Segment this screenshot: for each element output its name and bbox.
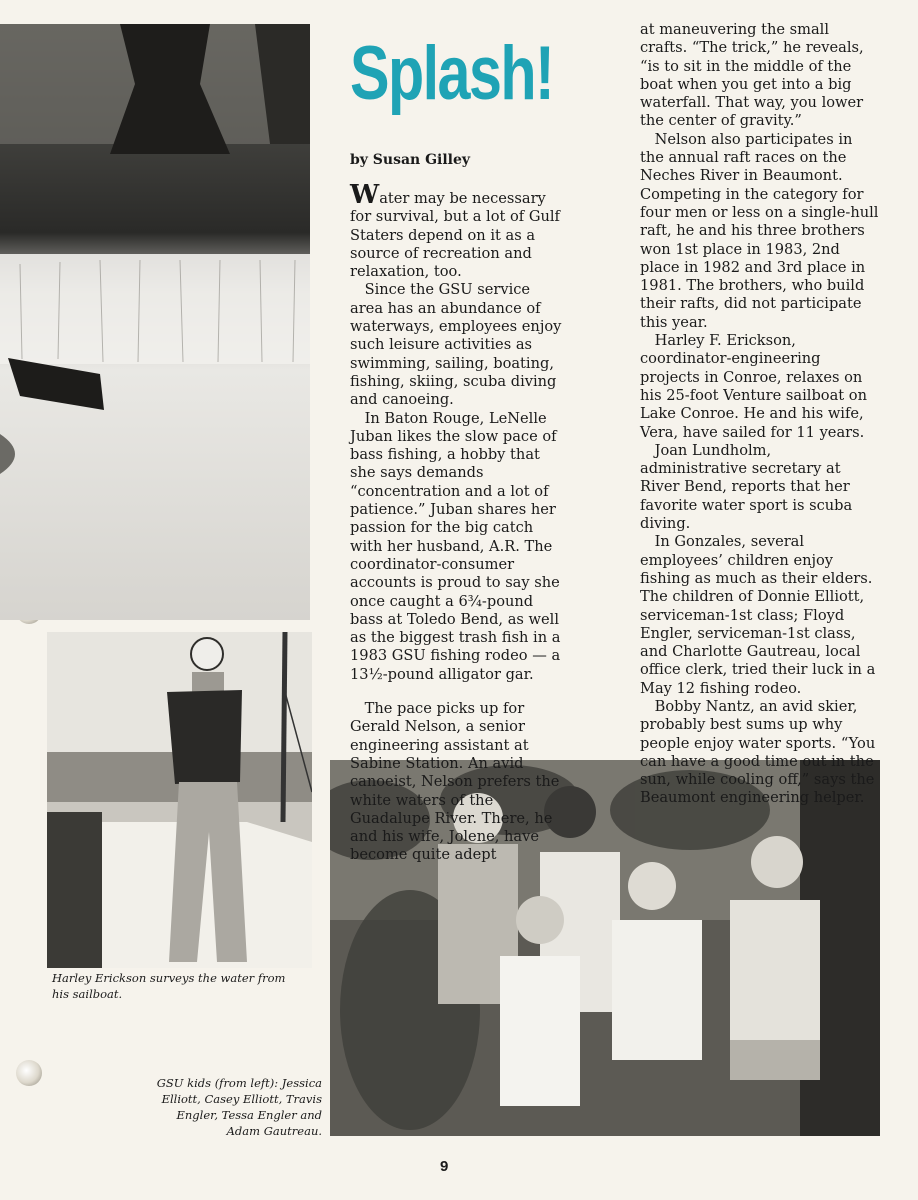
lead-text: ater may be necessary for survival, but a lot of Gulf Staters depend on it as a source of recreation and relaxation, too. bbox=[350, 190, 560, 281]
byline: by Susan Gilley bbox=[350, 152, 471, 168]
body-paragraph: Harley F. Erickson, coordinator-engineering projects in Conroe, relaxes on his 25-foot Venture sailboat on Lake Conroe. He and his wife, Vera, have sailed for 11 years. bbox=[640, 332, 867, 441]
body-paragraph: The pace picks up for Gerald Nelson, a senior engineering assistant at Sabine Station. An avid canoeist, Nelson prefers the white waters of the Guadalupe River. There, he and his wife, Jolene, have become quite adept bbox=[350, 700, 560, 864]
body-paragraph: Bobby Nantz, an avid skier, probably best sums up why people enjoy water sports. “You can have a good time out in the sun, while cooling off,” says the Beaumont engineering helper. bbox=[640, 697, 876, 807]
binder-hole bbox=[16, 1060, 42, 1086]
drop-cap: W bbox=[350, 180, 380, 210]
waterfall-photo bbox=[0, 24, 310, 620]
body-paragraph: Since the GSU service area has an abundance of waterways, employees enjoy such leisure activities as swimming, sailing, boating, fishing, skiing, scuba diving and canoeing. bbox=[350, 281, 562, 409]
kids-caption: GSU kids (from left): Jessica Elliott, Casey Elliott, Travis Engler, Tessa Engler and Adam Gautreau. bbox=[156, 1076, 322, 1138]
article-title: Splash! bbox=[350, 31, 554, 116]
body-paragraph: In Baton Rouge, LeNelle Juban likes the slow pace of bass fishing, a hobby that she says demands “concentration and a lot of patience.” Juban shares her passion for the big catch with her husband, A.R. The coordinator-consumer accounts is proud to say she once caught a 6¾-pound bass at Toledo Bend, as well as the biggest trash fish in a 1983 GSU fishing rodeo — a 13½-pound alligator gar. bbox=[350, 409, 561, 683]
body-paragraph: at maneuvering the small crafts. “The trick,” he reveals, “is to sit in the middle of the boat when you get into a big waterfall. That way, you lower the center of gravity.” bbox=[640, 21, 864, 130]
page-number: 9 bbox=[440, 1158, 449, 1175]
text-column-2 bbox=[640, 21, 880, 808]
body-paragraph: Joan Lundholm, administrative secretary at River Bend, reports that her favorite water sport is scuba diving. bbox=[640, 441, 853, 533]
sailboat-photo bbox=[47, 632, 312, 968]
body-paragraph: Nelson also participates in the annual raft races on the Neches River in Beaumont. Competing in the category for four men or less on a single-hull raft, he and his three brothers won 1st place in 1983, 2nd place in 1982 and 3rd place in 1981. The brothers, who build their rafts, did not participate this year. bbox=[640, 130, 879, 331]
lead-paragraph bbox=[350, 180, 564, 281]
sailboat-caption: Harley Erickson surveys the water from his sailboat. bbox=[52, 971, 286, 1001]
body-paragraph: In Gonzales, several employees’ children enjoy fishing as much as their elders. The children of Donnie Elliott, serviceman-1st class; Floyd Engler, serviceman-1st class, and Charlotte Gautreau, local office clerk, tried their luck in a May 12 fishing rodeo. bbox=[640, 533, 876, 697]
text-column-1 bbox=[350, 180, 564, 865]
